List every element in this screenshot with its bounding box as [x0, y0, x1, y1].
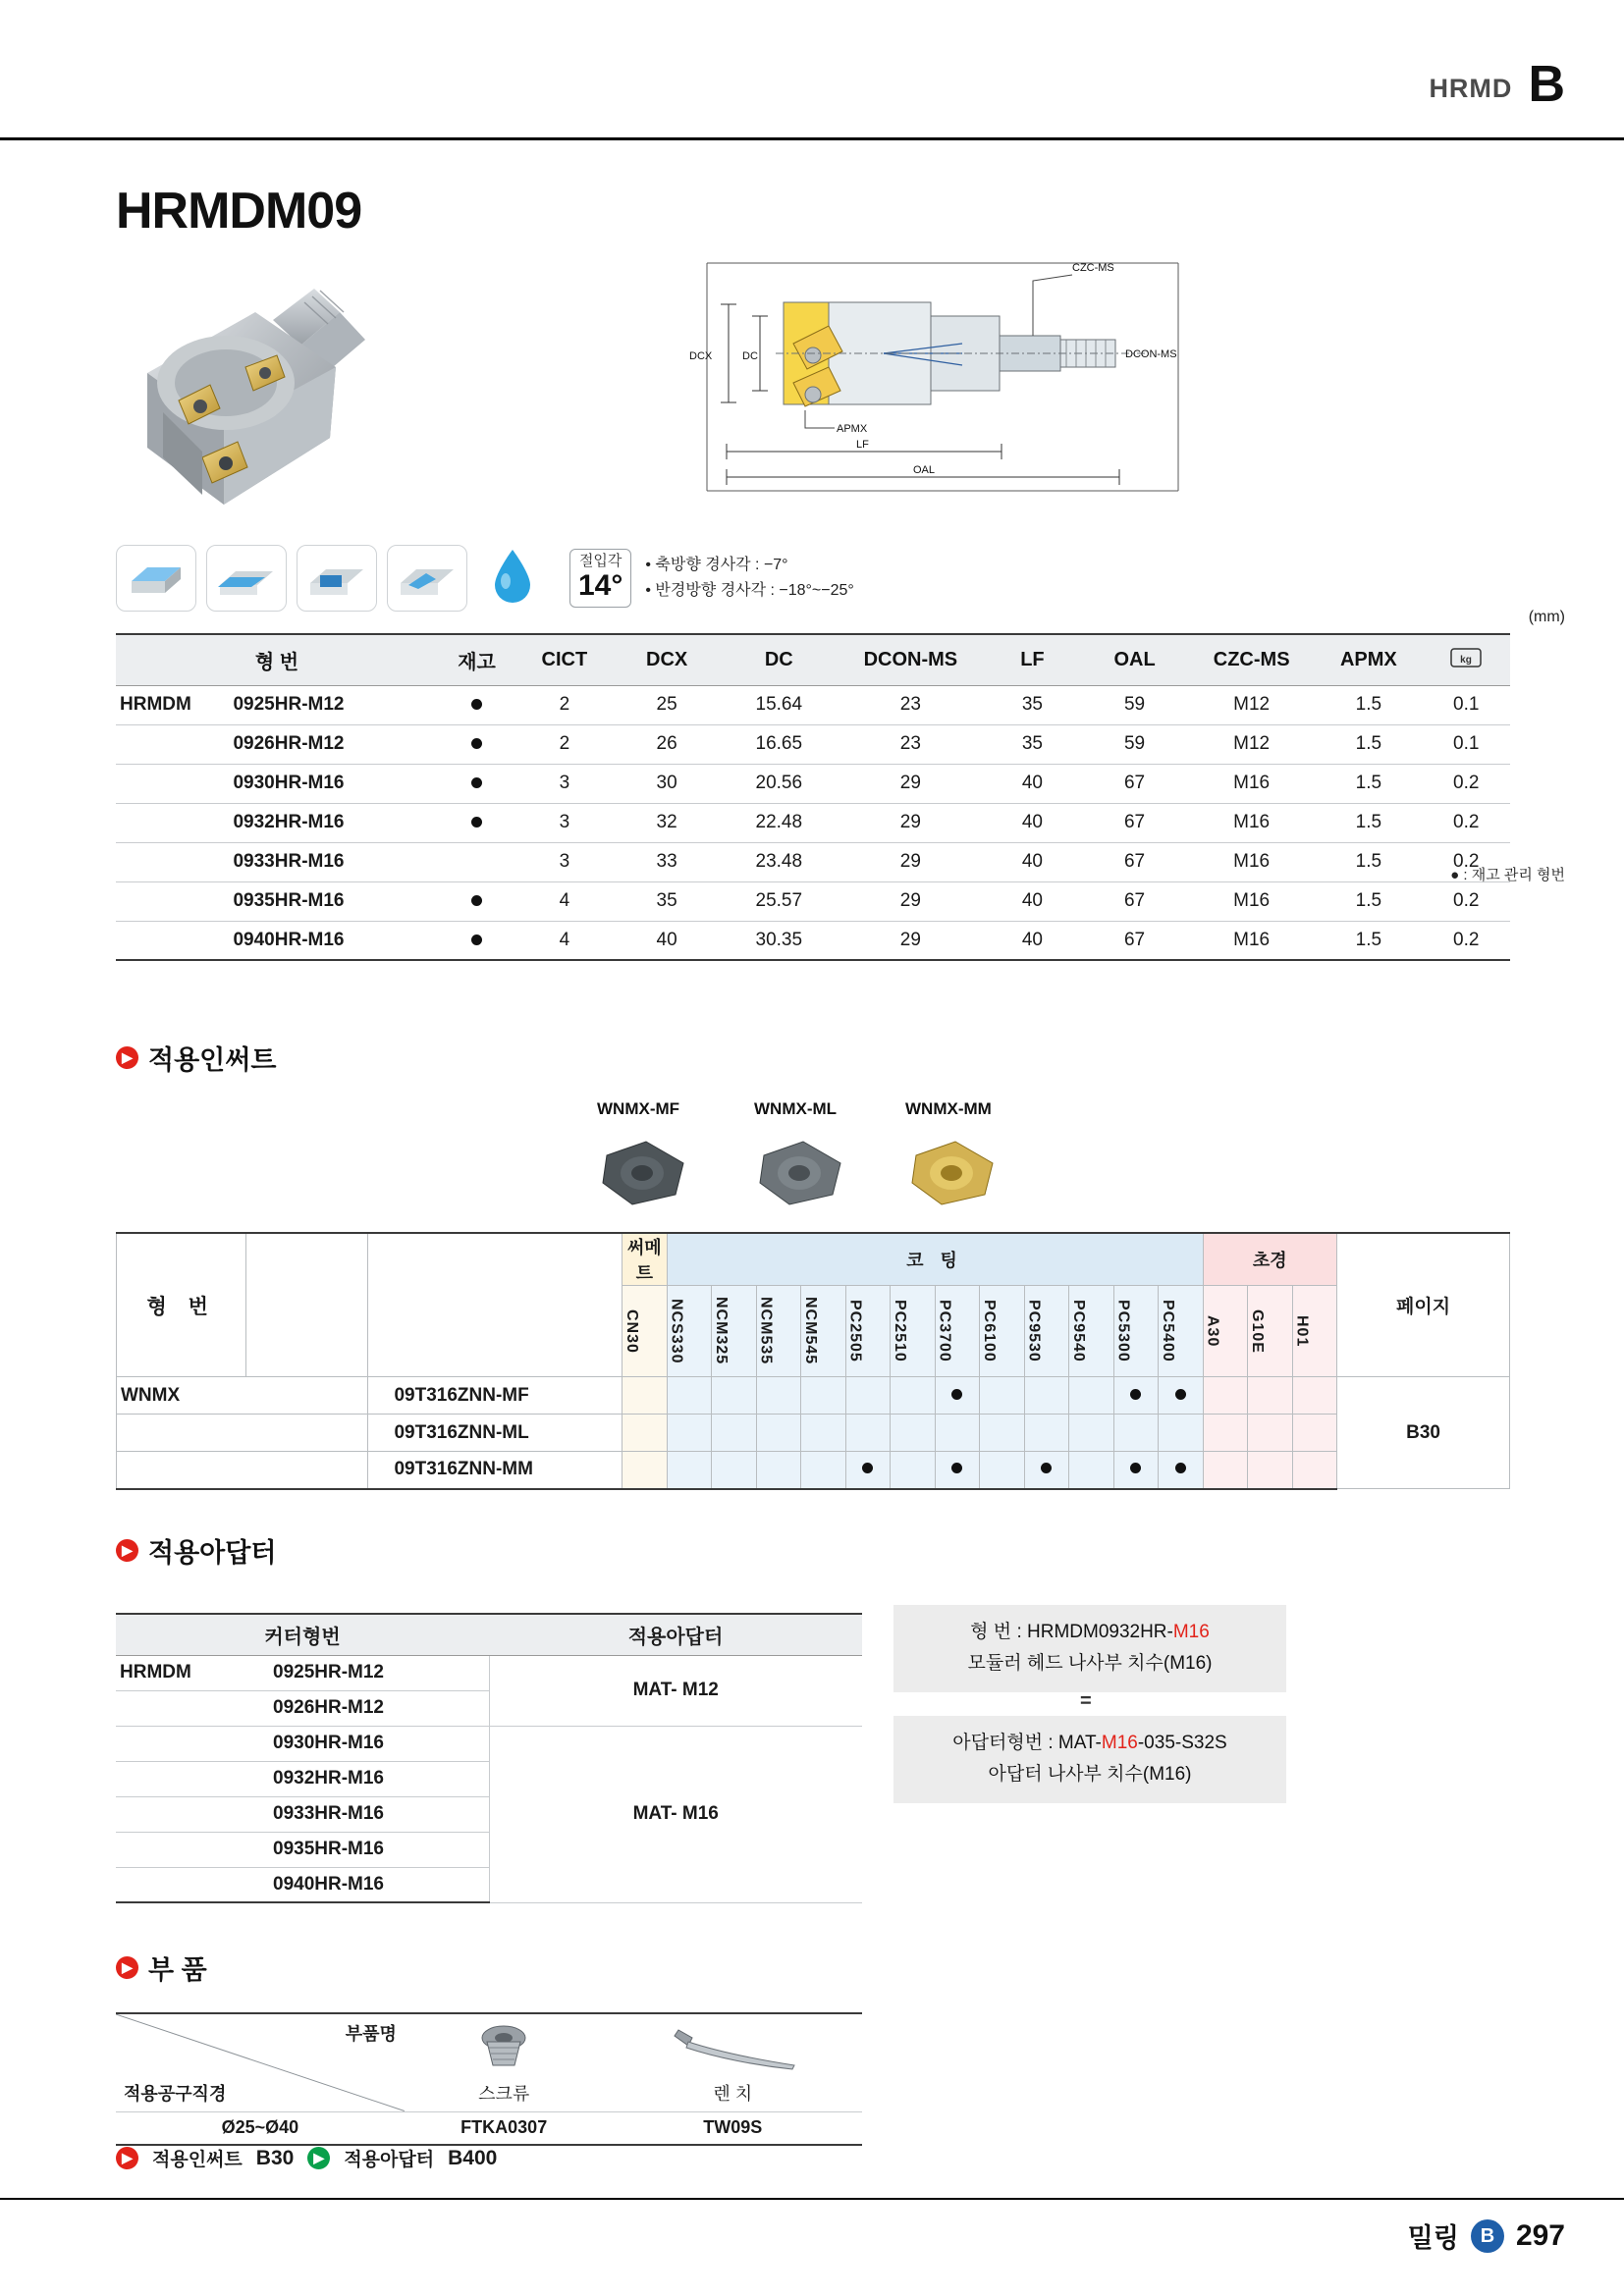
dcx-value: 32 [614, 803, 721, 842]
table-row [117, 1452, 1510, 1489]
grade-pc2505: PC2505 [846, 1300, 864, 1362]
insert-model-header: 형 번 [117, 1233, 246, 1377]
oal-value: 67 [1081, 921, 1188, 960]
col-adapter: 적용아답터 [489, 1614, 862, 1655]
weight-value: 0.1 [1423, 685, 1510, 724]
drawing-label-apmx: APMX [837, 423, 868, 435]
dcx-value: 25 [614, 685, 721, 724]
shoulder-icon [206, 545, 287, 612]
drawing-label-dcx: DCX [689, 350, 713, 362]
oal-value: 67 [1081, 803, 1188, 842]
table-row [116, 803, 1510, 842]
apmx-value: 1.5 [1315, 842, 1422, 881]
adapter-model: MAT- M16 [489, 1726, 862, 1902]
oal-value: 59 [1081, 724, 1188, 764]
bullet-icon: ▶ [116, 1956, 138, 1979]
lf-value: 40 [984, 842, 1081, 881]
bullet-icon: ▶ [116, 2147, 138, 2169]
cutter-model: 0932HR-M16 [244, 1761, 489, 1796]
table-header-row [116, 1614, 862, 1655]
product-photo [108, 265, 422, 520]
insert-image-mm [898, 1134, 1006, 1217]
dc-value: 23.48 [721, 842, 838, 881]
page-header [1429, 56, 1565, 113]
model-number: 0930HR-M16 [233, 764, 437, 803]
grade-pc6100: PC6100 [981, 1300, 999, 1362]
parts-name-label: 부품명 [345, 2024, 397, 2044]
link-insert-code[interactable]: B30 [255, 2146, 295, 2169]
cict-value: 3 [515, 842, 613, 881]
tool-diameter-label: 적용공구직경 [124, 2083, 227, 2104]
header-section-letter: B [1528, 56, 1565, 113]
dcx-value: 26 [614, 724, 721, 764]
unit-note: (mm) [1528, 609, 1565, 625]
grade-pc9540: PC9540 [1070, 1300, 1088, 1362]
cutter-model: 0933HR-M16 [244, 1796, 489, 1832]
section-title-adapter: 적용아답터 [148, 1538, 277, 1568]
wrench-column [604, 2013, 862, 2111]
wrench-label: 렌 치 [713, 2083, 753, 2104]
dcx-value: 35 [614, 881, 721, 921]
grade-mark [1159, 1377, 1204, 1415]
weight-value: 0.2 [1423, 921, 1510, 960]
stock-flag [438, 881, 515, 921]
link-adapter-code[interactable]: B400 [448, 2146, 498, 2169]
grade-mark [935, 1377, 980, 1415]
apmx-value: 1.5 [1315, 881, 1422, 921]
slot-icon [297, 545, 377, 612]
adapter-model: MAT- M12 [489, 1655, 862, 1726]
lf-value: 40 [984, 881, 1081, 921]
specification-table [116, 633, 1510, 961]
grade-mark [1113, 1377, 1159, 1415]
cict-value: 4 [515, 881, 613, 921]
dcx-value: 40 [614, 921, 721, 960]
callout-line-2: 모듈러 헤드 나사부 치수(M16) [967, 1653, 1213, 1675]
col-model: 형 번 [116, 634, 438, 685]
page-header: 페이지 [1337, 1233, 1510, 1377]
czcms-value: M16 [1188, 881, 1315, 921]
czcms-value: M16 [1188, 842, 1315, 881]
callout-line-1 [899, 1617, 1280, 1648]
model-number: 0940HR-M16 [233, 921, 437, 960]
lf-value: 40 [984, 921, 1081, 960]
czcms-value: M16 [1188, 921, 1315, 960]
callout-cutter-thread [893, 1605, 1286, 1692]
screw-column [405, 2013, 604, 2111]
parts-diagonal-header [116, 2013, 405, 2111]
grade-ncm325: NCM325 [713, 1297, 731, 1365]
lf-value: 35 [984, 685, 1081, 724]
weight-value: 0.2 [1423, 764, 1510, 803]
model-number: 0932HR-M16 [233, 803, 437, 842]
stock-flag [438, 724, 515, 764]
lf-value: 35 [984, 724, 1081, 764]
tool-diameter-value: Ø25~Ø40 [116, 2111, 405, 2145]
svg-text:kg: kg [1460, 655, 1473, 667]
rake-angle-notes [645, 553, 853, 603]
entering-angle-badge [569, 549, 631, 608]
col-apmx: APMX [1315, 634, 1422, 685]
screw-icon [406, 2022, 603, 2080]
radial-rake-note: • 반경방향 경사각 : −18°~−25° [645, 582, 854, 599]
section-title-parts: 부 품 [148, 1955, 207, 1985]
cict-value: 2 [515, 724, 613, 764]
table-row [116, 685, 1510, 724]
czcms-value: M16 [1188, 803, 1315, 842]
grade-mark [1113, 1452, 1159, 1489]
drawing-label-czcms: CZC-MS [1072, 262, 1114, 274]
table-row [116, 921, 1510, 960]
table-row [116, 842, 1510, 881]
table-row [116, 2111, 862, 2145]
grade-pc2510: PC2510 [892, 1300, 909, 1362]
stock-flag [438, 685, 515, 724]
dc-value: 22.48 [721, 803, 838, 842]
insert-page-ref: B30 [1337, 1377, 1510, 1489]
callout-line-3 [899, 1728, 1280, 1759]
oal-value: 67 [1081, 881, 1188, 921]
grade-ncm545: NCM545 [802, 1297, 820, 1365]
stock-legend: ● : 재고 관리 형번 [1450, 867, 1565, 883]
grade-ncm535: NCM535 [757, 1297, 775, 1365]
screw-label: 스크류 [478, 2083, 530, 2104]
table-row [116, 764, 1510, 803]
col-stock: 재고 [438, 634, 515, 685]
dc-value: 30.35 [721, 921, 838, 960]
insert-label-mm: WNMX-MM [905, 1099, 992, 1118]
dcx-value: 30 [614, 764, 721, 803]
cutter-model: 0940HR-M16 [244, 1867, 489, 1902]
lf-value: 40 [984, 803, 1081, 842]
stock-flag [438, 764, 515, 803]
apmx-value: 1.5 [1315, 921, 1422, 960]
model-number: 0925HR-M12 [233, 685, 437, 724]
dconms-value: 23 [838, 685, 984, 724]
cutter-model: 0930HR-M16 [244, 1726, 489, 1761]
insert-model: 09T316ZNN-MF [368, 1377, 623, 1415]
reference-links [116, 2145, 497, 2171]
callout-adapter-prefix: 아답터형번 : MAT- [952, 1733, 1102, 1753]
weight-value: 0.2 [1423, 842, 1510, 881]
group-cermet: 써메트 [623, 1233, 668, 1286]
machining-icon-row [116, 545, 854, 612]
apmx-value: 1.5 [1315, 764, 1422, 803]
table-row [116, 1655, 862, 1690]
chamfer-icon [116, 545, 196, 612]
section-heading-adapter [116, 1531, 276, 1570]
dc-value: 20.56 [721, 764, 838, 803]
czcms-value: M12 [1188, 685, 1315, 724]
screw-part-number: FTKA0307 [405, 2111, 604, 2145]
col-dcx: DCX [614, 634, 721, 685]
oal-value: 59 [1081, 685, 1188, 724]
dc-value: 16.65 [721, 724, 838, 764]
page-title: HRMDM09 [116, 183, 362, 240]
footer-category: 밀링 [1407, 2223, 1459, 2253]
callout-adapter-thread [893, 1716, 1286, 1803]
dconms-value: 29 [838, 921, 984, 960]
technical-drawing [687, 245, 1218, 510]
czcms-value: M16 [1188, 764, 1315, 803]
insert-label-ml: WNMX-ML [754, 1099, 838, 1118]
dconms-value: 29 [838, 881, 984, 921]
series-name: HRMDM [116, 685, 233, 724]
table-header-row [116, 634, 1510, 685]
coolant-icon [487, 546, 538, 612]
drawing-label-oal: OAL [913, 464, 936, 476]
grade-h01: H01 [1293, 1314, 1311, 1348]
bullet-icon: ▶ [116, 1539, 138, 1562]
insert-series: WNMX [117, 1377, 368, 1415]
cict-value: 3 [515, 803, 613, 842]
col-lf: LF [984, 634, 1081, 685]
dc-value: 25.57 [721, 881, 838, 921]
col-oal: OAL [1081, 634, 1188, 685]
dc-value: 15.64 [721, 685, 838, 724]
group-coating: 코 팅 [667, 1233, 1203, 1286]
stock-flag [438, 803, 515, 842]
table-row [117, 1415, 1510, 1452]
insert-model: 09T316ZNN-ML [368, 1415, 623, 1452]
section-title-insert: 적용인써트 [148, 1045, 277, 1075]
weight-value: 0.1 [1423, 724, 1510, 764]
grade-mark [845, 1452, 891, 1489]
table-row [116, 724, 1510, 764]
weight-value: 0.2 [1423, 881, 1510, 921]
header-rule [0, 137, 1624, 140]
cict-value: 3 [515, 764, 613, 803]
lf-value: 40 [984, 764, 1081, 803]
callout-adapter-suffix: -035-S32S [1137, 1733, 1227, 1753]
callout-model-thread: M16 [1172, 1622, 1210, 1642]
grade-mark [1024, 1452, 1069, 1489]
entering-angle-label: 절입각 [578, 553, 623, 570]
grade-cn30: CN30 [623, 1308, 641, 1354]
cict-value: 2 [515, 685, 613, 724]
drawing-label-lf: LF [856, 439, 869, 451]
cutter-model: 0935HR-M16 [244, 1832, 489, 1867]
apmx-value: 1.5 [1315, 724, 1422, 764]
apmx-value: 1.5 [1315, 685, 1422, 724]
model-number: 0933HR-M16 [233, 842, 437, 881]
col-weight-icon [1423, 634, 1510, 685]
callout-model-prefix: 형 번 : HRMDM0932HR- [970, 1622, 1173, 1642]
wrench-part-number: TW09S [604, 2111, 862, 2145]
grade-a30: A30 [1204, 1314, 1221, 1348]
dcx-value: 33 [614, 842, 721, 881]
insert-image-mf [589, 1134, 697, 1217]
grade-mark [1159, 1452, 1204, 1489]
link-adapter-label[interactable]: 적용아답터 [344, 2150, 435, 2170]
czcms-value: M12 [1188, 724, 1315, 764]
table-row [116, 1726, 862, 1761]
callout-adapter-thread: M16 [1101, 1733, 1138, 1753]
insert-image-ml [746, 1134, 854, 1217]
bullet-icon: ▶ [116, 1046, 138, 1069]
table-header-row [116, 2013, 862, 2111]
grade-pc9530: PC9530 [1025, 1300, 1043, 1362]
section-heading-insert [116, 1039, 276, 1077]
stock-flag [438, 842, 515, 881]
equals-sign: = [1080, 1690, 1092, 1712]
header-label: HRMD [1429, 74, 1513, 103]
parts-table [116, 2012, 862, 2146]
model-number: 0926HR-M12 [233, 724, 437, 764]
adapter-series: HRMDM [116, 1655, 244, 1690]
grade-pc5300: PC5300 [1114, 1300, 1132, 1362]
cict-value: 4 [515, 921, 613, 960]
insert-grade-table [116, 1232, 1510, 1490]
col-dc: DC [721, 634, 838, 685]
dconms-value: 29 [838, 842, 984, 881]
cutter-model: 0926HR-M12 [244, 1690, 489, 1726]
grade-group-row [117, 1233, 1510, 1286]
drawing-label-dconms: DCON-MS [1125, 348, 1177, 360]
grade-g10e: G10E [1249, 1308, 1267, 1354]
oal-value: 67 [1081, 842, 1188, 881]
cutter-model: 0925HR-M12 [244, 1655, 489, 1690]
entering-angle-block [569, 549, 854, 608]
entering-angle-value: 14° [578, 569, 623, 603]
col-cict: CICT [515, 634, 613, 685]
page-number: 297 [1515, 2218, 1565, 2252]
adapter-table [116, 1613, 862, 1903]
footer-section-letter: B [1471, 2219, 1504, 2253]
link-insert-label[interactable]: 적용인써트 [152, 2150, 243, 2170]
ramp-icon [387, 545, 467, 612]
grade-pc5400: PC5400 [1160, 1300, 1177, 1362]
group-carbide: 초경 [1203, 1233, 1337, 1286]
grade-ncs330: NCS330 [668, 1298, 685, 1364]
wrench-icon [605, 2022, 861, 2080]
col-dconms: DCON-MS [838, 634, 984, 685]
weight-value: 0.2 [1423, 803, 1510, 842]
insert-model: 09T316ZNN-MM [368, 1452, 623, 1489]
table-row [116, 881, 1510, 921]
bullet-icon-green: ▶ [307, 2147, 330, 2169]
stock-flag [438, 921, 515, 960]
dconms-value: 29 [838, 803, 984, 842]
col-cutter: 커터형번 [116, 1614, 489, 1655]
callout-line-4: 아답터 나사부 치수(M16) [988, 1764, 1192, 1786]
footer-rule [0, 2198, 1624, 2200]
grade-pc3700: PC3700 [936, 1300, 953, 1362]
dconms-value: 29 [838, 764, 984, 803]
axial-rake-note: • 축방향 경사각 : −7° [645, 557, 788, 574]
model-number: 0935HR-M16 [233, 881, 437, 921]
dconms-value: 23 [838, 724, 984, 764]
insert-label-mf: WNMX-MF [597, 1099, 680, 1118]
grade-mark [935, 1452, 980, 1489]
drawing-label-dc: DC [742, 350, 758, 362]
apmx-value: 1.5 [1315, 803, 1422, 842]
page-footer [1408, 2216, 1565, 2255]
oal-value: 67 [1081, 764, 1188, 803]
col-czcms: CZC-MS [1188, 634, 1315, 685]
table-row [117, 1377, 1510, 1415]
section-heading-parts [116, 1949, 207, 1987]
